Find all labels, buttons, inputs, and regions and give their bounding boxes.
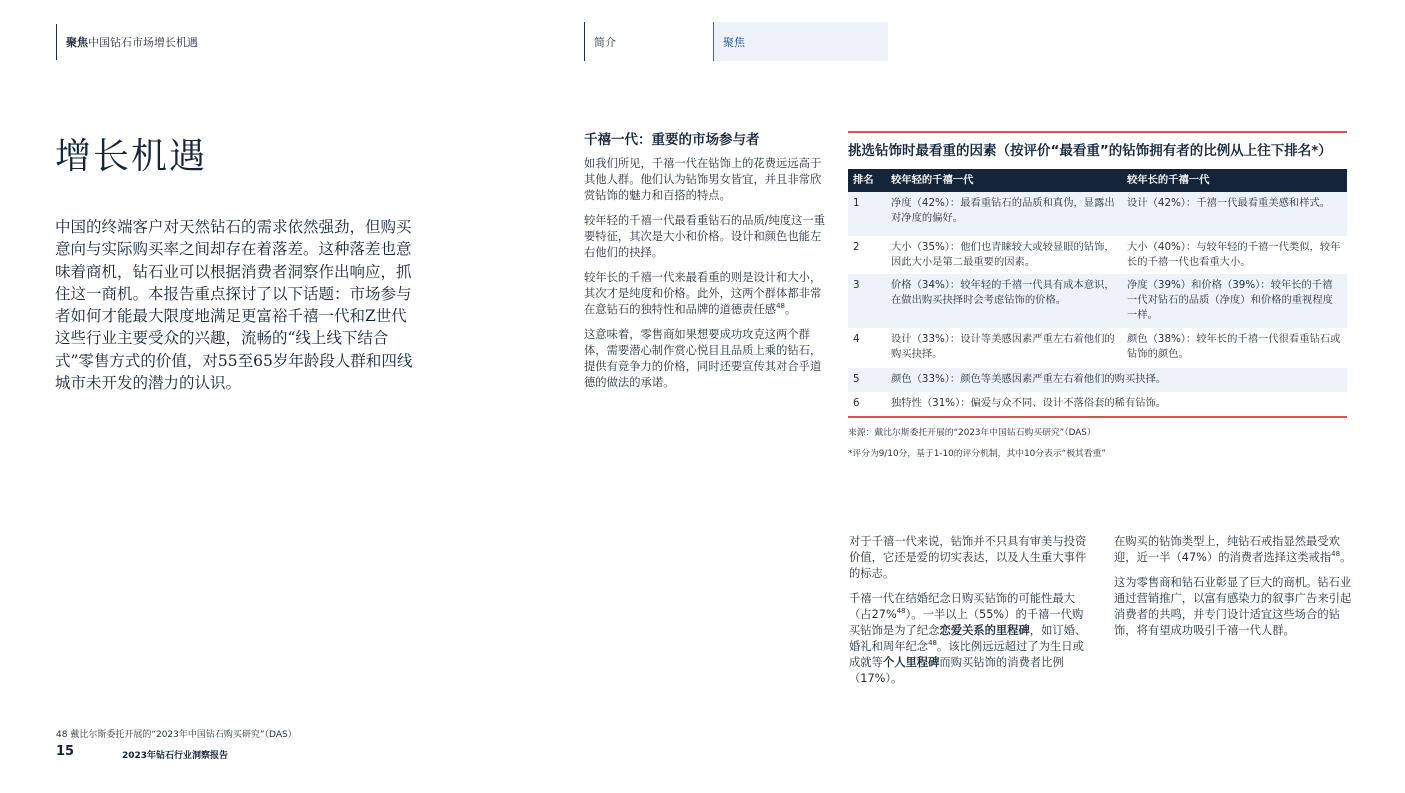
bottom-paragraph-4: 这为零售商和钻石业彰显了巨大的商机。钻石业通过营销推广，以富有感染力的叙事广告来引起消费者的共鸣，并专门设计适宜这些场合的钻饰，将有望成功吸引千禧一代人群。 [1114,576,1352,637]
table-note: *评分为9/10分，基于1-10的评分机制，其中10分表示“极其看重” [848,449,1106,459]
report-title: 2023年钻石行业洞察报告 [122,751,229,761]
highlight-personal-milestone: 个人里程碑 [882,656,940,669]
table-header-row [848,169,1347,192]
younger-cell: 净度（42%）：最看重钻石的品质和真伪，显露出对净度的偏好。 [891,197,1115,224]
factors-table [848,169,1347,416]
header-younger: 较年轻的千禧一代 [891,174,974,186]
rank-cell: 6 [853,397,860,409]
younger-cell: 价格（34%）：较年轻的千禧一代具有成本意识，在做出购买抉择时会考虑钻饰的价格。 [891,279,1115,306]
older-cell: 净度（39%）和价格（39%）：较年长的千禧一代对钻石的品质（净度）和价格的重视程度一样。 [1127,279,1333,321]
intro-paragraph: 中国的终端客户对天然钻石的需求依然强劲，但购买意向与实际购买率之间却存在着落差。这种落差也意味着商机，钻石业可以根据消费者洞察作出响应，抓住这一商机。本报告重点探讨了以下话题：市场参与者如何才能最大限度地满足更富裕千禧一代和Z世代这些行业主要受众的兴趣，流畅的“线上线下结合式”零售方式的价值，对55至65岁年龄段人群和四线城市未开发的潜力的认识。 [55,218,413,393]
older-cell: 大小（40%）：与较年轻的千禧一代类似，较年长的千禧一代也看重大小。 [1127,241,1341,268]
millennials-paragraph-3: 较年长的千禧一代来最看重的则是设计和大小，其次才是纯度和价格。此外，这两个群体都非常在意钻石的独特性和品牌的道德责任感$^{48}$。 [584,271,822,316]
rank-cell: 2 [853,241,860,253]
tab-intro[interactable]: 简介 [584,22,712,61]
highlight-romance-milestone: 恋爱关系的里程碑 [939,624,1030,637]
bottom-column-right [1114,534,1352,648]
header-older: 较年长的千禧一代 [1127,174,1210,186]
table-row [848,192,1347,236]
shared-cell: 颜色（33%）：颜色等美感因素严重左右着他们的购买抉择。 [891,373,1167,385]
breadcrumb-section: 聚焦 [66,36,88,49]
page-number: 15 [56,744,75,759]
millennials-paragraph-4: 这意味着，零售商如果想要成功攻克这两个群体，需要潜心制作赏心悦目且品质上乘的钻石，提供有竞争力的价格，同时还要宣传其对合乎道德的做法的承诺。 [584,328,822,389]
bottom-paragraph-2: 千禧一代在结婚纪念日购买钻饰的可能性最大（占27%$^{48}$）。一半以上（55%）的千禧一代购买钻饰是为了纪念恋爱关系的里程碑，如订婚、婚礼和周年纪念$^{48}$。该比例远远超过了为生日或成就等个人里程碑而购买钻饰的消费者比例（17%）。 [849,592,1087,685]
rank-cell: 4 [853,333,860,345]
millennials-paragraph-2: 较年轻的千禧一代最看重钻石的品质/纯度这一重要特征，其次是大小和价格。设计和颜色也能左右他们的抉择。 [584,214,826,259]
millennials-heading: 千禧一代：重要的市场参与者 [584,132,760,148]
older-cell: 颜色（38%）：较年长的千禧一代很看重钻石或钻饰的颜色。 [1127,333,1341,360]
footnote-ref: 48 [776,302,785,311]
table-title: 挑选钻饰时最看重的因素（按评价“最看重”的钻饰拥有者的比例从上往下排名*） [848,143,1332,159]
rank-cell: 5 [853,373,860,385]
table-row [848,368,1347,392]
tab-focus[interactable]: 聚焦 [713,22,888,61]
breadcrumb-title: 中国钻石市场增长机遇 [88,36,198,49]
rank-cell: 1 [853,197,860,209]
table-source: 来源：戴比尔斯委托开展的“2023年中国钻石购买研究”（DAS） [848,428,1096,438]
bottom-paragraph-3: 在购买的钻饰类型上，纯钻石戒指显然最受欢迎，近一半（47%）的消费者选择这类戒指$^{48}$。 [1114,535,1352,564]
top-divider [848,131,1347,133]
bottom-column-left [849,534,1087,696]
younger-cell: 大小（35%）：他们也青睐较大或较显眼的钻饰，因此大小是第二最重要的因素。 [891,241,1115,268]
younger-cell: 设计（33%）：设计等美感因素严重左右着他们的购买抉择。 [891,333,1115,360]
table-row [848,236,1347,274]
footnote: 48 戴比尔斯委托开展的“2023年中国钻石购买研究”（DAS） [56,730,297,740]
millennials-section [584,128,826,400]
millennials-paragraph-1: 如我们所见，千禧一代在钻饰上的花费远远高于其他人群。他们认为钻饰男女皆宜，并且非常欣赏钻饰的魅力和百搭的特点。 [584,157,822,202]
factors-table-section [848,131,1347,459]
section-breadcrumb [56,24,198,60]
header-rank: 排名 [853,174,874,186]
bottom-divider [848,416,1347,418]
shared-cell: 独特性（31%）：偏爱与众不同、设计不落俗套的稀有钻饰。 [891,397,1167,409]
table-row [848,328,1347,368]
bottom-paragraph-1: 对于千禧一代来说，钻饰并不只具有审美与投资价值，它还是爱的切实表达，以及人生重大事件的标志。 [849,535,1087,580]
table-row [848,274,1347,328]
page-title: 增长机遇 [55,136,208,177]
rank-cell: 3 [853,279,860,291]
older-cell: 设计（42%）：千禧一代最看重美感和样式。 [1127,197,1331,209]
table-row [848,392,1347,416]
